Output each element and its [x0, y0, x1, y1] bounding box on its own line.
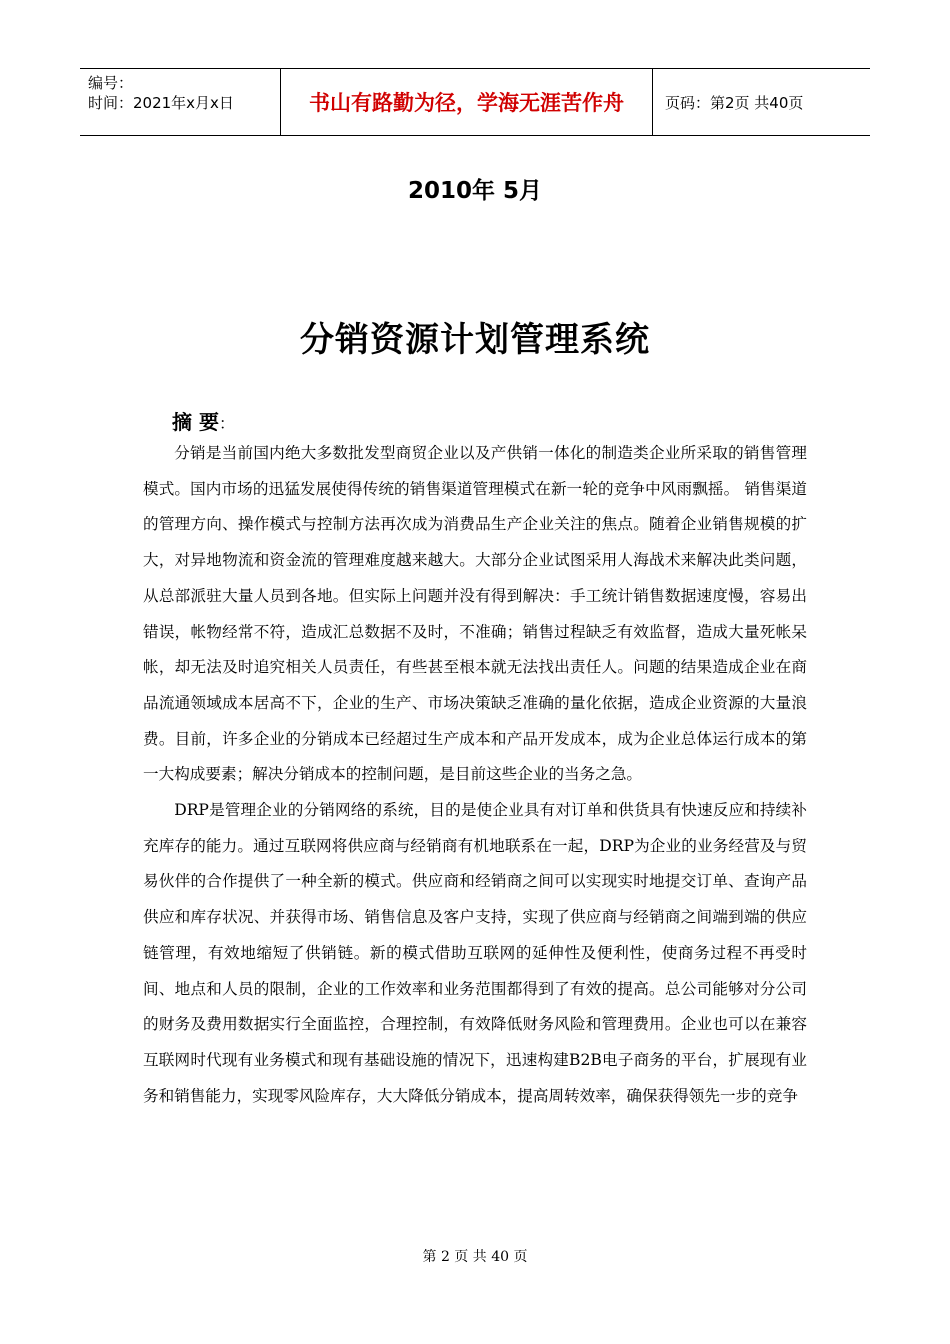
abstract-heading — [172, 406, 235, 435]
abstract-paragraph: 分销是当前国内绝大多数批发型商贸企业以及产供销一体化的制造类企业所采取的销售管理模式。国内市场的迅猛发展使得传统的销售渠道管理模式在新一轮的竞争中风雨飘摇。 销售渠道的管理方向、操作模式与控制方法再次成为消费品生产企业关注的焦点。随着企业销售规模的扩大，对异地物流和资金流的管理难度越来越大。大部分企业试图采用人海战术来解决此类问题，从总部派驻大量人员到各地。但实际上问题并没有得到解决：手工统计销售数据速度慢，容易出错误，帐物经常不符，造成汇总数据不及时，不准确；销售过程缺乏有效监督，造成大量死帐呆帐，却无法及时追究相关人员责任，有些甚至根本就无法找出责任人。问题的结果造成企业在商品流通领域成本居高不下，企业的生产、市场决策缺乏准确的量化依据，造成企业资源的大量浪费。目前，许多企业的分销成本已经超过生产成本和产品开发成本，成为企业总体运行成本的第一大构成要素；解决分销成本的控制问题，是目前这些企业的当务之急。 — [143, 444, 807, 784]
header-motto: 书山有路勤为径，学海无涯苦作舟 — [280, 69, 653, 135]
header-left-cell — [80, 69, 280, 135]
abstract-heading-colon: ： — [218, 414, 235, 433]
header-page-info: 页码：第2页 共40页 — [665, 93, 804, 112]
abstract-heading-text: 摘 要 — [172, 410, 219, 434]
time-label: 时间：2021年x月x日 — [88, 94, 234, 112]
document-title: 分销资源计划管理系统 — [300, 320, 650, 360]
number-label: 编号： — [88, 74, 134, 92]
page-footer: 第 2 页 共 40 页 — [422, 1249, 528, 1265]
date-line: 2010年 5月 — [407, 178, 543, 204]
abstract-paragraph: DRP是管理企业的分销网络的系统，目的是使企业具有对订单和供货具有快速反应和持续补充库存的能力。通过互联网将供应商与经销商有机地联系在一起，DRP为企业的业务经营及与贸易伙伴的合作提供了一种全新的模式。供应商和经销商之间可以实现实时地提交订单、查询产品供应和库存状况、并获得市场、销售信息及客户支持，实现了供应商与经销商之间端到端的供应链管理，有效地缩短了供销链。新的模式借助互联网的延伸性及便利性，使商务过程不再受时间、地点和人员的限制，企业的工作效率和业务范围都得到了有效的提高。总公司能够对分公司的财务及费用数据实行全面监控，合理控制，有效降低财务风险和管理费用。企业也可以在兼容互联网时代现有业务模式和现有基础设施的情况下，迅速构建B2B电子商务的平台，扩展现有业务和销售能力，实现零风险库存，大大降低分销成本，提高周转效率，确保获得领先一步的竞争 — [143, 801, 807, 1105]
abstract-body — [143, 436, 807, 1114]
page-header — [80, 68, 870, 136]
